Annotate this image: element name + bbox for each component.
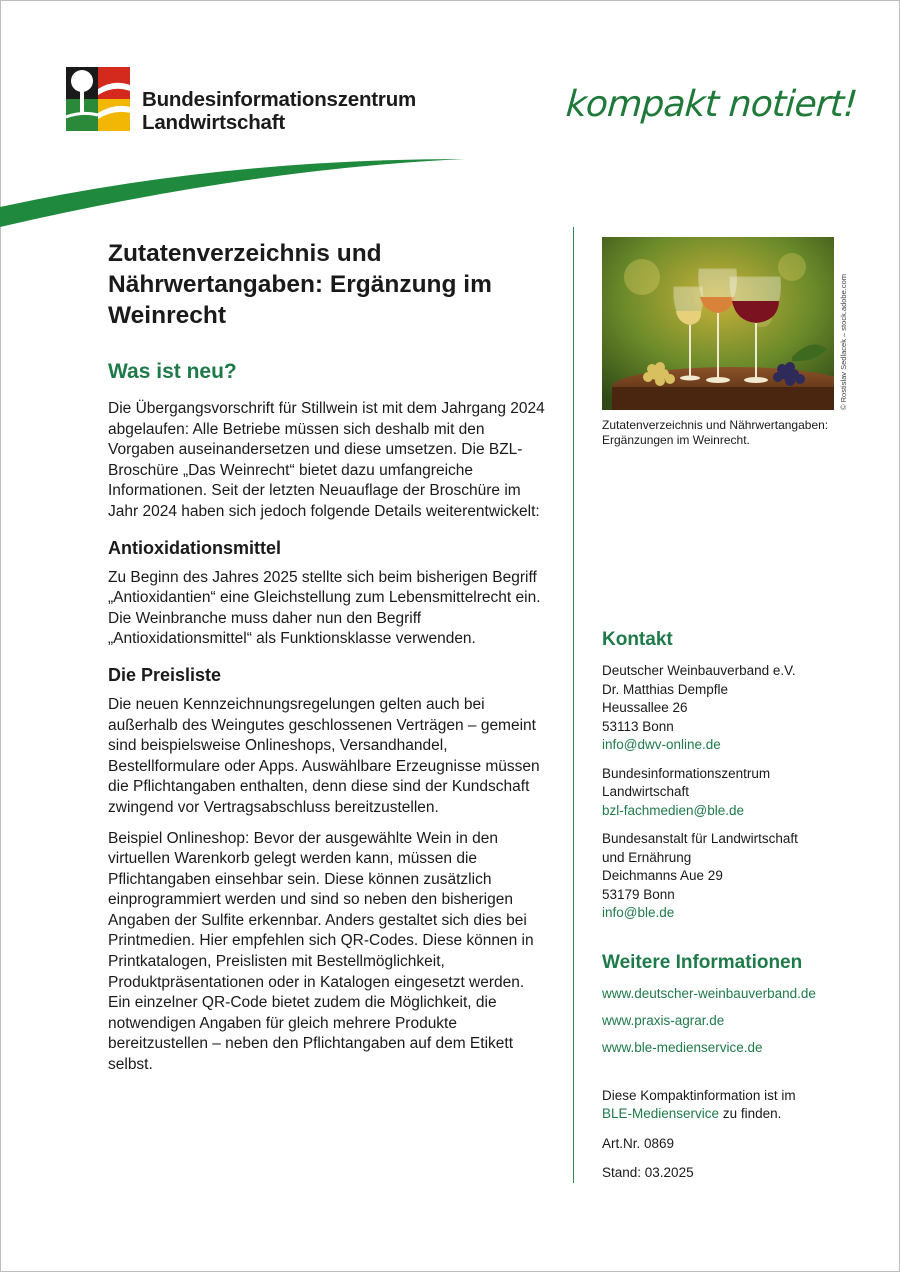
contact-bzl-name-line1: Bundesinformationszentrum (602, 765, 771, 781)
contact-ble-name-line2: und Ernährung (602, 849, 692, 865)
article-title: Zutatenverzeichnis und Nährwertangaben: Ergänzung im Weinrecht (108, 240, 492, 329)
more-info-section (602, 951, 882, 1057)
section-text-pricelist-1: Die neuen Kennzeichnungsregelungen gelten auch bei außerhalb des Weingutes geschlossenen Verträgen – gemeint sind beispielsweise Onlineshops, Versandhandel, Bestellformulare oder Apps. Auswählbare Erzeugnisse müssen die Pflichtangaben enthalten, denn diese sind der Kundschaft zwingend vor Vertragsabschluss bereitzustellen. (108, 695, 540, 816)
org-name-line2: Landwirtschaft (142, 111, 285, 134)
contact-dwv-city: 53113 Bonn (602, 718, 674, 734)
section-heading-whats-new: Was ist neu? (108, 360, 237, 383)
ble-medienservice-link[interactable]: BLE-Medienservice (602, 1106, 720, 1121)
sidebar-column (602, 628, 882, 1183)
contact-dwv-person: Dr. Matthias Dempfle (602, 681, 729, 697)
slogan: kompakt notiert! (564, 84, 859, 125)
contact-bzl-name-line2: Landwirtschaft (602, 784, 690, 799)
contact-bzl (602, 765, 882, 821)
section-heading-antioxidants: Antioxidationsmittel (108, 537, 282, 558)
article-column (108, 238, 548, 1086)
more-info-heading: Weitere Informationen (602, 951, 803, 973)
photo-caption: Zutatenverzeichnis und Nährwertangaben: Ergänzungen im Weinrecht. (602, 418, 829, 447)
bzl-logo (66, 67, 130, 131)
contact-dwv-street: Heussallee 26 (602, 700, 688, 715)
footer-info-line2 (602, 1105, 882, 1124)
contact-dwv (602, 662, 882, 755)
contact-ble-street: Deichmanns Aue 29 (602, 868, 723, 883)
footer-info-suffix: zu finden. (719, 1106, 782, 1121)
link-deutscher-weinbauverband[interactable]: www.deutscher-weinbauverband.de (602, 985, 816, 1001)
footer-info-line1: Diese Kompaktinformation ist im (602, 1087, 796, 1103)
contact-dwv-email-link[interactable]: info@dwv-online.de (602, 737, 721, 752)
wine-glasses-photo (602, 237, 834, 410)
contact-heading: Kontakt (602, 629, 673, 650)
section-text-antioxidants: Zu Beginn des Jahres 2025 stellte sich beim bisherigen Begriff „Antioxidantien“ eine Gleichstellung zum Lebensmittelrecht ein. Die Weinbranche muss daher nun den Begriff „Antioxidationsmittel“ als Funktionsklasse verwenden. (108, 568, 541, 648)
org-name-line1: Bundesinformationszentrum (142, 88, 417, 111)
contact-bzl-email-link[interactable]: bzl-fachmedien@ble.de (602, 802, 745, 818)
section-heading-pricelist: Die Preisliste (108, 664, 222, 685)
green-swoosh (0, 155, 470, 235)
contact-ble (602, 830, 882, 923)
contact-dwv-name: Deutscher Weinbauverband e.V. (602, 663, 796, 678)
contact-ble-city: 53179 Bonn (602, 886, 675, 902)
org-name (142, 88, 416, 134)
link-ble-medienservice[interactable]: www.ble-medienservice.de (602, 1039, 763, 1055)
column-divider (573, 227, 574, 1183)
link-praxis-agrar[interactable]: www.praxis-agrar.de (602, 1012, 725, 1028)
section-text-pricelist-2: Beispiel Onlineshop: Bevor der ausgewählte Wein in den virtuellen Warenkorb gelegt werden kann, müssen die Pflichtangaben einsehbar sein. Diese können zusätzlich einprogrammiert werden und sind so neben den bisherigen Angaben der Sulfite erkennbar. Anders gestaltet sich dies bei Printmedien. Hier empfehlen sich QR-Codes. Diese können in Printkatalogen, Preislisten mit Bestellmöglichkeit, Produktpräsentationen oder in Katalogen eingesetzt werden. Ein einzelner QR-Code bietet zudem die Möglichkeit, die notwendigen Angaben für gleich mehrere Produkte bereitzustellen – neben den Pflichtangaben auf dem Etikett selbst. (108, 829, 534, 1074)
section-text-whats-new: Die Übergangsvorschrift für Stillwein ist mit dem Jahrgang 2024 abgelaufen: Alle Betriebe müssen sich deshalb mit den Vorgaben auseinandersetzen und diese umsetzen. Die BZL-Broschüre „Das Weinrecht“ bietet dazu umfangreiche Informationen. Seit der letzten Neuauflage der Broschüre im Jahr 2024 haben sich jedoch folgende Details weiterentwickelt: (108, 400, 545, 520)
photo-credit: © Rostislav Sedlacek – stock.adobe.com (839, 273, 848, 410)
contact-ble-name-line1: Bundesanstalt für Landwirtschaft (602, 831, 798, 846)
footer-info (602, 1087, 882, 1183)
article-number: Art.Nr. 0869 (602, 1135, 675, 1151)
contact-ble-email-link[interactable]: info@ble.de (602, 905, 675, 920)
status-date: Stand: 03.2025 (602, 1165, 694, 1180)
